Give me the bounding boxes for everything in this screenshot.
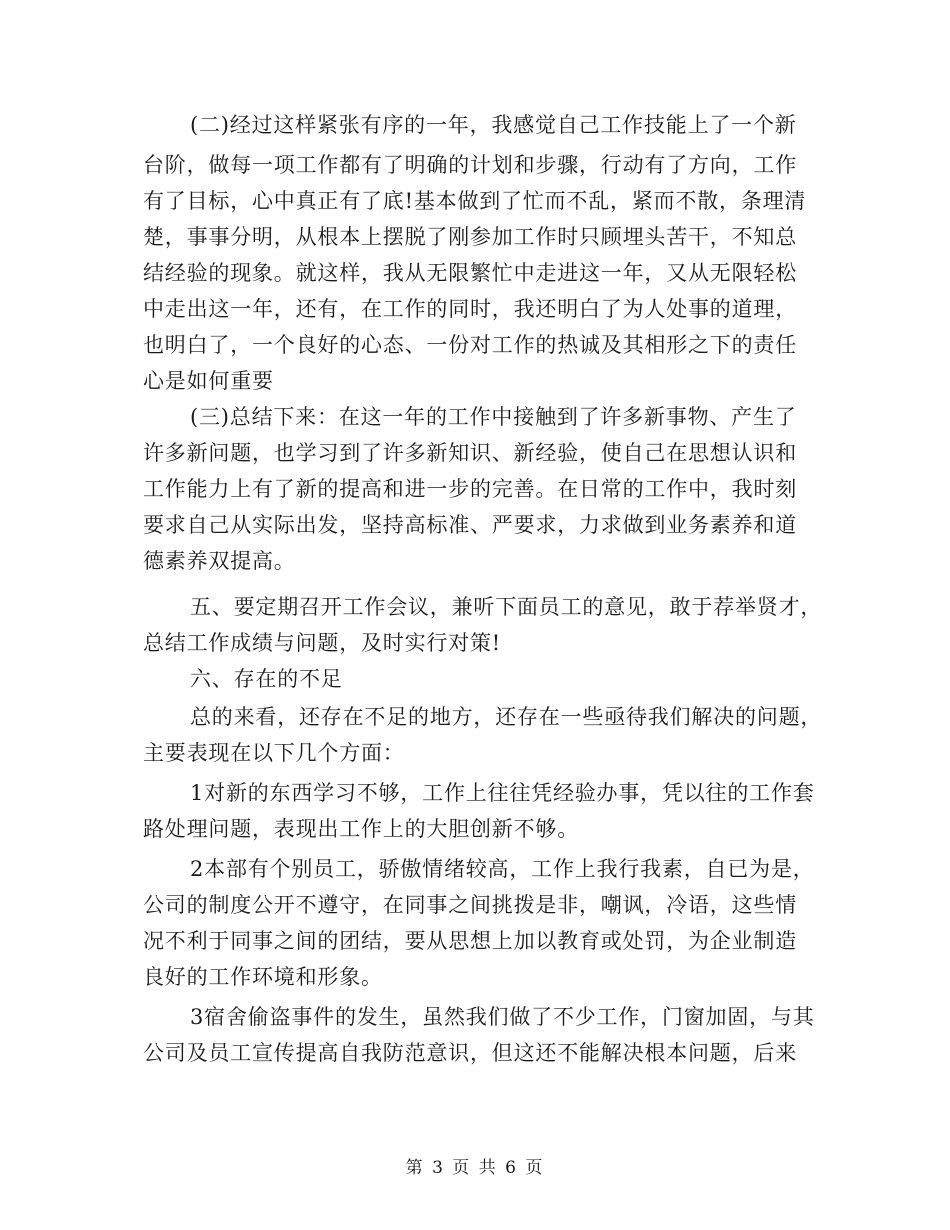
text-line: 2本部有个别员工，骄傲情绪较高，工作上我行我素，自已为是，	[190, 857, 815, 881]
text-line: 心是如何重要	[143, 369, 274, 393]
text-line: 有了目标，心中真正有了底!基本做到了忙而不乱，紧而不散，条理清	[143, 189, 807, 213]
text-line: 台阶，做每一项工作都有了明确的计划和步骤，行动有了方向，工作	[143, 153, 797, 177]
text-line: (三)总结下来：在这一年的工作中接触到了许多新事物、产生了	[190, 405, 797, 429]
text-line: 工作能力上有了新的提高和进一步的完善。在日常的工作中，我时刻	[143, 477, 797, 501]
text-line: 德素养双提高。	[143, 549, 296, 573]
text-line: 况不利于同事之间的团结，要从思想上加以教育或处罚，为企业制造	[143, 929, 797, 953]
text-line: 主要表现在以下几个方面：	[143, 741, 405, 765]
text-line: 路处理问题，表现出工作上的大胆创新不够。	[143, 817, 579, 841]
text-line: 3宿舍偷盗事件的发生，虽然我们做了不少工作，门窗加固，与其	[190, 1005, 815, 1029]
text-line: 许多新问题，也学习到了许多新知识、新经验，使自己在思想认识和	[143, 441, 797, 465]
text-line: 也明白了，一个良好的心态、一份对工作的热诚及其相形之下的责任	[143, 333, 797, 357]
text-line: 公司及员工宣传提高自我防范意识，但这还不能解决根本问题，后来	[143, 1041, 797, 1065]
text-line: (二)经过这样紧张有序的一年，我感觉自己工作技能上了一个新	[190, 113, 797, 137]
text-line: 1对新的东西学习不够，工作上往往凭经验办事，凭以往的工作套	[190, 781, 815, 805]
text-line: 楚，事事分明，从根本上摆脱了刚参加工作时只顾埋头苦干，不知总	[143, 225, 797, 249]
text-line: 要求自己从实际出发，坚持高标准、严要求，力求做到业务素养和道	[143, 513, 797, 537]
text-line: 良好的工作环境和形象。	[143, 965, 383, 989]
text-line: 中走出这一年，还有，在工作的同时，我还明白了为人处事的道理，	[143, 297, 797, 321]
text-line: 总结工作成绩与问题，及时实行对策!	[143, 631, 502, 655]
text-line: 结经验的现象。就这样，我从无限繁忙中走进这一年，又从无限轻松	[143, 261, 797, 285]
text-line: 总的来看，还存在不足的地方，还存在一些亟待我们解决的问题，	[190, 705, 823, 729]
text-line: 公司的制度公开不遵守，在同事之间挑拨是非，嘲讽，冷语，这些情	[143, 893, 797, 917]
section-heading: 六、存在的不足	[190, 667, 343, 691]
text-line: 五、要定期召开工作会议，兼听下面员工的意见，敢于荐举贤才，	[190, 595, 823, 619]
page-number-footer: 第 3 页 共 6 页	[405, 1158, 545, 1178]
